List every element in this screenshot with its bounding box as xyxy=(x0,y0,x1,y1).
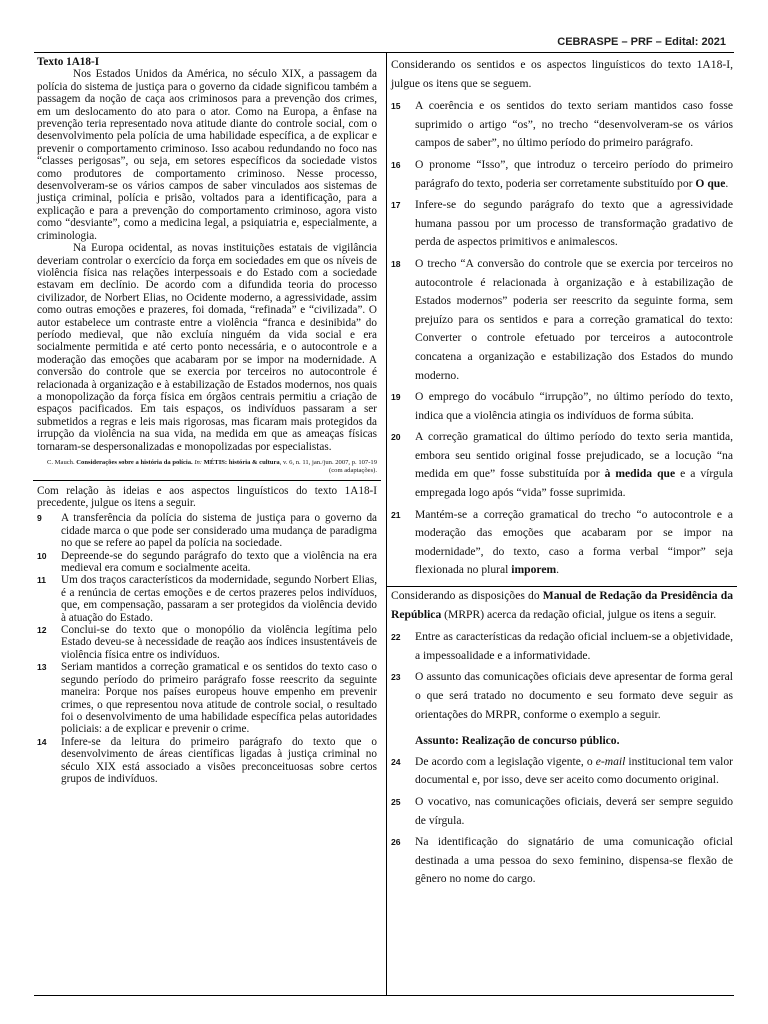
section-rule xyxy=(33,480,381,481)
question-text: Infere-se do segundo parágrafo do texto que a agressividade humana passou por um processo de transformação gradativo de perda de aspectos primitivos e animalescos. xyxy=(415,198,733,249)
intro-part: Considerando as disposições do xyxy=(391,589,543,603)
question-item xyxy=(391,753,733,790)
question-text-part: O pronome “Isso”, que introduz o terceiro período do primeiro parágrafo do texto, poderia ser corretamente substituído por xyxy=(415,157,733,190)
citation xyxy=(37,459,377,475)
citation-rest: , v. 6, n. 11, jan./jun. 2007, p. 107-19 (com adaptações). xyxy=(279,459,377,474)
question-number: 21 xyxy=(391,509,401,520)
question-number: 16 xyxy=(391,159,401,170)
question-item xyxy=(391,833,733,889)
question-text: Depreende-se do segundo parágrafo do texto que a violência na era medieval era comum e socialmente aceita. xyxy=(61,549,377,575)
question-text: Infere-se da leitura do primeiro parágrafo do texto que o desenvolvimento de áreas científicas ligadas à justiça criminal no século XIX está associado a visões preconceituosas sobre certos grupos de indivíduos. xyxy=(61,735,377,785)
questions-intro-3 xyxy=(391,587,733,624)
question-item xyxy=(391,196,733,252)
question-number: 15 xyxy=(391,101,401,112)
questions-intro: Com relação às ideias e aos aspectos linguísticos do texto 1A18-I precedente, julgue os itens a seguir. xyxy=(37,484,377,509)
column-divider xyxy=(386,53,387,996)
question-number: 19 xyxy=(391,392,401,403)
question-text xyxy=(415,428,733,502)
question-text-part: e a vírgula empregada logo após “vida” fosse suprimida. xyxy=(415,467,733,500)
question-number: 20 xyxy=(391,432,401,443)
question-number: 24 xyxy=(391,756,401,767)
manual-title: Manual de Redação da Presidência da República xyxy=(391,589,733,621)
question-number: 9 xyxy=(37,513,42,524)
question-item xyxy=(391,97,733,153)
question-text: Um dos traços característicos da modernidade, segundo Norbert Elias, é a renúncia de certas emoções e de certos prazeres pelos indivíduos, que, em compensação, passaram a ser protegidos da violência devido à atuação do Estado. xyxy=(61,574,377,624)
text-paragraph-1: Nos Estados Unidos da América, no século XIX, a passagem da polícia do sistema de justiça para o governo da cidade significou também a passagem da noção de caça aos criminosos para a prevenção dos crimes, em um deslocamento do ato para o ator. Como na Europa, a ênfase na prevenção teria representado nova atitude diante do controle social, com o desenvolvimento pela polícia de uma habilidade específica, a de explicar e prevenir o comportamento criminoso. Isso acabou redundando no foco nas “classes perigosas”, ou seja, em setores específicos da sociedade vistos como produtores de comportamento criminoso. Nesse processo, desenvolveram-se os vários campos de saber vinculados aos sistemas de justiça criminal, polícia e prisão, voltados para a identificação, para a explicação e para a prevenção do comportamento criminoso, agora visto como “desviante”, como a medicina legal, a psiquiatria e, especialmente, a criminologia. xyxy=(37,68,377,242)
question-number: 22 xyxy=(391,632,401,643)
question-text-part: A correção gramatical do último período do texto seria mantida, embora seu sentido original fosse prejudicado, se a locução “na medida em que” fosse substituída por xyxy=(415,430,733,481)
question-text-part: . xyxy=(725,176,729,190)
question-item xyxy=(37,736,377,786)
citation-author: C. Mauch. xyxy=(46,459,75,466)
left-column xyxy=(37,56,377,785)
question-text: O vocativo, nas comunicações oficiais, deverá ser sempre seguido de vírgula. xyxy=(415,794,733,827)
question-item xyxy=(37,661,377,735)
question-number: 12 xyxy=(37,625,47,636)
assunto-example: Assunto: Realização de concurso público. xyxy=(415,734,620,748)
question-item xyxy=(37,550,377,575)
right-column xyxy=(391,56,733,892)
question-number: 25 xyxy=(391,796,401,807)
question-number: 11 xyxy=(37,575,47,586)
intro-part: (MRPR) acerca da redação oficial, julgue os itens a seguir. xyxy=(441,607,717,621)
question-text: Conclui-se do texto que o monopólio da violência legítima pelo Estado deveu-se à necessidade de reação aos índices insustentáveis de violência física entre os indivíduos. xyxy=(61,624,377,661)
question-text: Seriam mantidos a correção gramatical e os sentidos do texto caso o segundo período do primeiro parágrafo fosse reescrito da seguinte maneira: Porque nos países europeus houve empenho em prevenir crimes, o que representou nova atitude de controle social, o resultado foi o desenvolvimento de uma habilidade específica pelas autoridades policiais: a de explicar e prevenir o crime. xyxy=(61,661,377,736)
citation-in: In: xyxy=(194,459,203,466)
question-text: A coerência e os sentidos do texto seriam mantidos caso fosse suprimido o artigo “os”, no trecho “desenvolveram-se os vários campos de saber”, no último período do primeiro parágrafo. xyxy=(415,99,733,150)
question-text xyxy=(415,156,733,193)
question-number: 26 xyxy=(391,837,401,848)
emphasis-italic: e-mail xyxy=(595,754,626,768)
question-number: 14 xyxy=(37,736,47,747)
text-title: Texto 1A18-I xyxy=(37,56,100,68)
question-item xyxy=(391,793,733,830)
citation-journal: MÉTIS: história & cultura xyxy=(203,459,280,466)
question-item xyxy=(391,506,733,580)
question-number: 23 xyxy=(391,672,401,683)
question-text-part: Mantém-se a correção gramatical do trecho “o autocontrole e a moderação das emoções que acabaram por se impor na modernidade”, do texto, caso a forma verbal “impor” seja flexionada no plural xyxy=(415,507,733,577)
question-text-part: institucional tem valor documental e, por isso, deve ser aceito como documento original. xyxy=(415,754,733,787)
question-item xyxy=(391,156,733,193)
question-text: O emprego do vocábulo “irrupção”, no último período do texto, indica que a violência atingia os indivíduos de forma súbita. xyxy=(415,390,733,422)
header-rule xyxy=(34,52,734,53)
question-item xyxy=(391,628,733,665)
question-text: Na identificação do signatário de uma comunicação oficial destinada a uma pessoa do sexo feminino, dispensa-se flexão de gênero no nome do cargo. xyxy=(415,835,733,886)
question-text xyxy=(415,753,733,790)
question-text xyxy=(415,506,733,580)
question-item xyxy=(391,668,733,724)
emphasis-bold: imporem xyxy=(511,563,557,577)
question-item xyxy=(391,255,733,385)
question-text: O assunto das comunicações oficiais deve apresentar de forma geral o que será tratado no documento e seu formato deve seguir as orientações do MRPR, conforme o exemplo a seguir. xyxy=(415,670,733,721)
emphasis-bold: O que xyxy=(695,176,726,190)
question-number: 13 xyxy=(37,662,47,673)
question-text: A transferência da polícia do sistema de justiça para o governo da cidade marca o que pode ser considerado uma mudança de paradigma no que se refere ao papel da polícia na sociedade. xyxy=(61,512,377,550)
question-text: O trecho “A conversão do controle que se exercia por terceiros no autocontrole é relacionada à organização e à estabilização de Estados modernos” poderia ser reescrito da seguinte forma, sem prejuízo para os sentidos e para a correção gramatical do texto: Converter o controle efetuado por terceiros a autocontrole concatena a organização e estabilização dos Estados do mundo moderno. xyxy=(415,256,733,382)
question-number: 18 xyxy=(391,258,401,269)
question-item xyxy=(37,624,377,661)
emphasis-bold: à medida que xyxy=(604,467,676,481)
question-number: 17 xyxy=(391,200,401,211)
question-text-part: De acordo com a legislação vigente, o xyxy=(415,754,596,768)
exam-header: CEBRASPE – PRF – Edital: 2021 xyxy=(557,36,726,48)
question-item xyxy=(391,388,733,425)
question-item xyxy=(37,574,377,624)
question-item xyxy=(37,512,377,549)
text-paragraph-2: Na Europa ocidental, as novas instituições estatais de vigilância deveriam controlar o exercício da força em sociedades em que os níveis de violência física nas relações interpessoais e do Estado com a sociedade estavam em declínio. De acordo com a difundida teoria do processo civilizador, de Norbert Elias, no Ocidente moderno, a agressividade, assim como outras emoções e prazeres, foi domada, “refinada” e “civilizada”. O autor estabelece um contraste entre a violência “franca e desinibida” do período medieval, que não excluía ninguém da vida social e era socialmente permitida e até certo ponto necessária, e o autocontrole e a moderação das emoções que acabaram por se impor na modernidade. A conversão do controle que se exercia por terceiros no autocontrole é relacionada à organização e à estabilização de Estados modernos, nos quais a monopolização da força física em órgãos centrais permitiu a criação de espaços pacificados. Em tais espaços, os indivíduos passaram a ser submetidos a regras e leis mais rigorosas, mas ficaram mais protegidos da irrupção da violência na sua vida, na medida em que as ameaças físicas tornaram-se despersonalizadas e monopolizadas por especialistas. xyxy=(37,242,377,453)
citation-title: Considerações sobre a história da polícia. xyxy=(76,459,193,466)
question-text-part: . xyxy=(556,563,560,577)
footer-rule xyxy=(34,995,734,996)
question-item xyxy=(391,428,733,502)
question-number: 10 xyxy=(37,550,47,561)
question-text: Entre as características da redação oficial incluem-se a objetividade, a impessoalidade e a informatividade. xyxy=(415,630,733,662)
questions-intro-2: Considerando os sentidos e os aspectos linguísticos do texto 1A18-I, julgue os itens que se seguem. xyxy=(391,58,733,90)
